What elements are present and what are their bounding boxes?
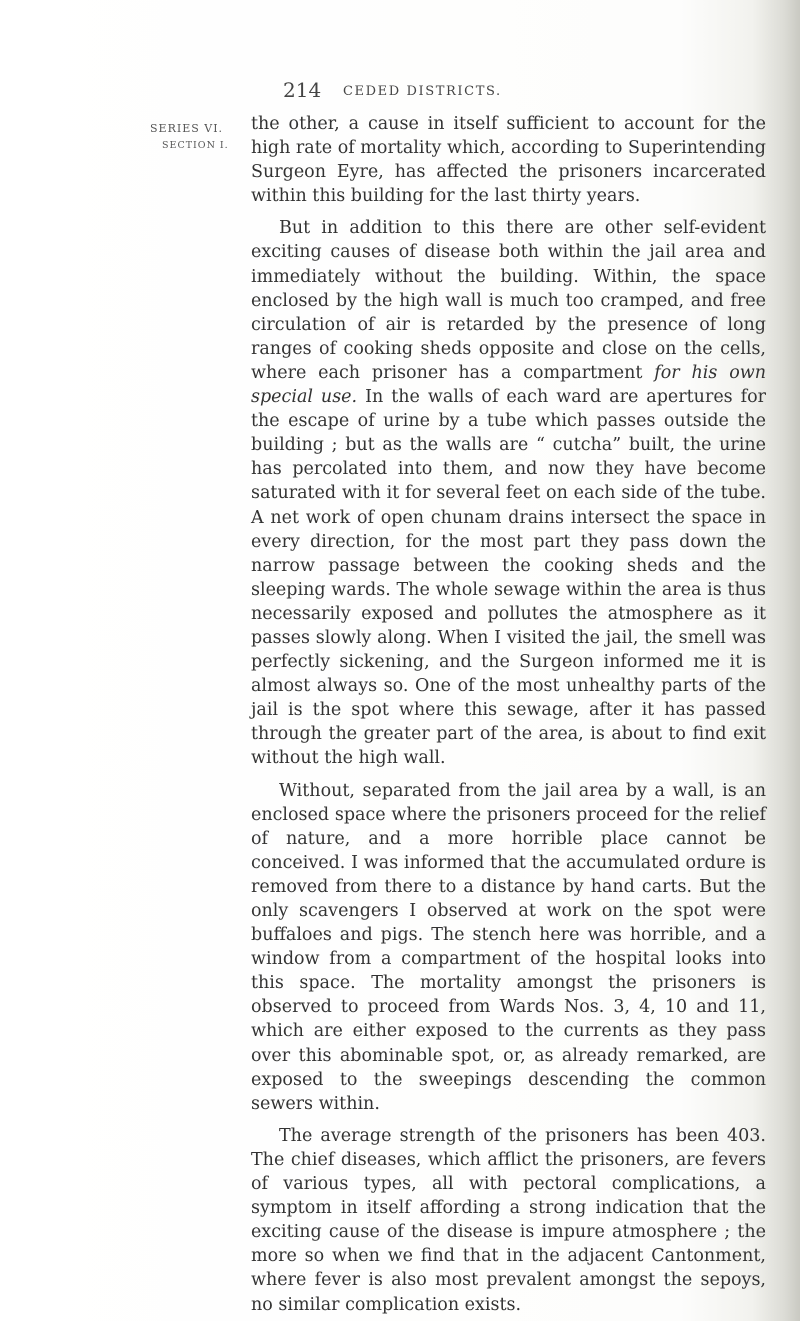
running-head: CEDED DISTRICTS. — [343, 84, 502, 99]
paragraph-3: Without, separated from the jail area by a wall, is an enclosed space where the prisoners proceed for the relief of nature, and a more horrible place cannot be conceived. I was informed that the accumulated ordure is removed from there to a distance by hand carts. But the only scavengers I observed at work on the spot were buffaloes and pigs. The stench here was horrible, and a window from a compartment of the hospital looks into this space. The mortality amongst the prisoners is observed to proceed from Wards Nos. 3, 4, 10 and 11, which are either exposed to the currents as they pass over this abominable spot, or, as already remarked, are exposed to the sweepings descending the common sewers within. — [251, 780, 766, 1114]
paragraph-2 — [251, 216, 766, 770]
margin-note — [150, 120, 250, 154]
page-number: 214 — [283, 78, 322, 102]
paragraph-1: the other, a cause in itself sufficient to account for the high rate of mortality which, according to Superintending Surgeon Eyre, has affected the prisoners incarcerated within this building for the last thirty years. — [251, 114, 766, 207]
margin-note-section: SECTION I. — [162, 140, 229, 151]
page-header — [0, 80, 800, 104]
paragraph-2-end: In the walls of each ward are apertures for the escape of urine by a tube which passes outside the building ; but as the walls are “ cutcha” built, the urine has percolated into them, and now they have become saturated with it for several feet on each side of the tube. A net work of open chunam drains intersect the space in every direction, for the most part they pass down the narrow passage between the cooking sheds and the sleeping wards. The whole sewage within the area is thus necessarily exposed and pollutes the atmosphere as it passes slowly along. When I visited the jail, the smell was perfectly sickening, and the Surgeon informed me it is almost always so. One of the most unhealthy parts of the jail is the spot where this sewage, after it has passed through the greater part of the area, is about to find exit without the high wall. — [251, 387, 766, 769]
margin-note-series: SERIES VI. — [150, 122, 224, 135]
paragraph-2-italic: for his own special use. — [251, 362, 767, 408]
paragraph-4: The average strength of the prisoners has been 403. The chief diseases, which afflict the prisoners, are fevers of various types, all with pectoral complications, a symptom in itself affording a strong indication that the exciting cause of the disease is impure atmosphere ; the more so when we find that in the adjacent Cantonment, where fever is also most prevalent amongst the sepoys, no similar complication exists. — [251, 1125, 766, 1315]
paragraph-2-start: But in addition to this there are other self-evident exciting causes of disease both within the jail area and immediately without the building. Within, the space enclosed by the high wall is much too cramped, and free circulation of air is retarded by the presence of long ranges of cooking sheds opposite and close on the cells, where each prisoner has a compartment — [251, 218, 766, 383]
body-text — [251, 112, 766, 1325]
